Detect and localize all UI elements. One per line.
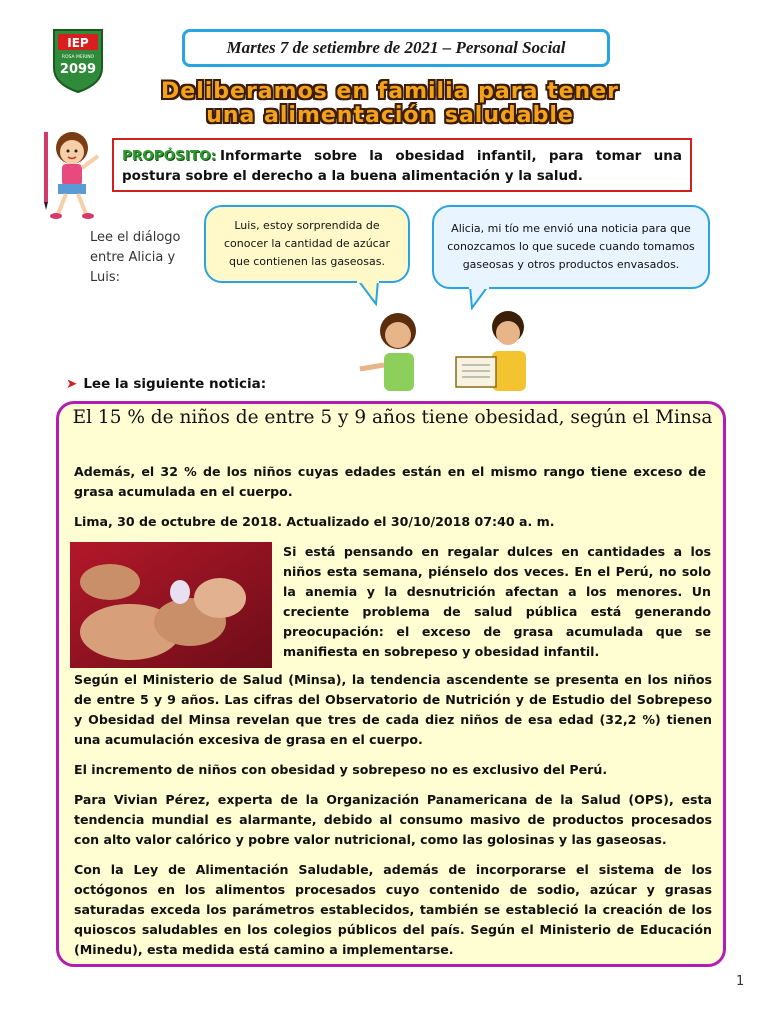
news-paragraph-3-text: El incremento de niños con	[74, 762, 271, 777]
speech-bubble-alicia	[204, 205, 410, 283]
news-paragraph-1-end: .	[594, 644, 600, 659]
speech-bubble-luis-text: Alicia, mi tío me envió una noticia para que conozcamos lo que sucede cuando tomamos gaseosas y otros productos envasados.	[447, 222, 695, 271]
dialogue-instruction: Lee el diálogo entre Alicia y Luis:	[90, 230, 181, 285]
svg-text:IEP: IEP	[67, 36, 89, 50]
news-paragraph-1	[283, 542, 711, 662]
date-subject-box	[182, 29, 610, 67]
purpose-label: PROPÓSITO:	[122, 148, 216, 164]
speech-bubble-alicia-text: Luis, estoy sorprendida de conocer la cantidad de azúcar que contienen las gaseosas.	[224, 219, 390, 268]
news-paragraph-1-text: Si está pensando en regalar dulces en cantidades a los niños esta semana, piénselo dos veces. En el Perú, no solo la anemia y la desnutrición afectan a los menores. Un creciente problema de salud pública está generando preocupación: el exceso de grasa acumulada que se manifiesta en sobrepeso y	[283, 544, 711, 659]
news-paragraph-4: Para Vivian Pérez, experta de la Organización Panamericana de la Salud (OPS), esta tendencia mundial es alarmante, debido al consumo masivo de productos procesados con alto valor calórico y pobre valor nutricional, como las golosinas y las gaseosas.	[74, 792, 712, 847]
speech-bubble-tail-alicia-icon	[356, 280, 380, 306]
news-paragraph-3-end: y sobrepeso no es exclusivo del Perú.	[335, 762, 608, 777]
news-paragraph-5: Con la Ley de Alimentación Saludable, además de incorporarse el sistema de los octógonos en los alimentos procesados cuyo contenido de sodio, azúcar y grasas saturadas exceda los parámetros establecidos, también se estableció la creación de los quioscos saludables en los colegios públicos del país. Según el Ministerio de Educación (Minedu), esta medida está camino a implementarse.	[74, 862, 712, 957]
news-headline: El 15 % de niños de entre 5 y 9 años tiene obesidad, según el Minsa	[72, 407, 713, 428]
news-lead: Además, el 32 % de los niños cuyas edades están en el mismo rango tiene exceso de grasa acumulada en el cuerpo.	[74, 464, 706, 499]
svg-text:2099: 2099	[59, 62, 97, 77]
girl-illustration	[28, 126, 114, 226]
title-line-1: Deliberamos en familia para tener	[161, 79, 619, 104]
news-instruction-text: Lee la siguiente noticia:	[83, 376, 267, 392]
speech-bubble-luis	[432, 205, 710, 289]
school-badge-logo	[50, 24, 106, 94]
purpose-text: Informarte sobre la obesidad infantil, para tomar una postura sobre el derecho a la buena alimentación y la salud.	[122, 148, 682, 184]
news-paragraph-2: Según el Ministerio de Salud (Minsa), la tendencia ascendente se presenta en los niños de entre 5 y 9 años. Las cifras del Observatorio de Nutrición y de Estudio del Sobrepeso y Obesidad del Minsa revelan que tres de cada diez niños de esa edad (32,2 %) tienen una acumulación excesiva de grasa en el cuerpo.	[74, 672, 712, 747]
arrow-right-icon: ➤	[66, 376, 78, 392]
page-title	[120, 80, 660, 128]
date-line: Martes 7 de setiembre de 2021 – Personal Social	[226, 38, 566, 57]
news-paragraph-1-bold: obesidad infantil	[474, 644, 595, 659]
news-dateline: Lima, 30 de octubre de 2018. Actualizado el 30/10/2018 07:40 a. m.	[74, 514, 555, 529]
news-paragraph-3-bold: obesidad	[270, 762, 336, 777]
news-instruction	[66, 376, 266, 392]
news-paragraph-3	[74, 760, 712, 780]
page-number: 1	[736, 974, 745, 989]
svg-text:ROSA MERINO: ROSA MERINO	[61, 55, 95, 60]
title-line-2: una alimentación saludable	[206, 103, 574, 128]
purpose-box	[112, 138, 692, 192]
kids-alicia-luis-illustration	[340, 305, 550, 391]
children-hands-photo	[70, 542, 272, 668]
